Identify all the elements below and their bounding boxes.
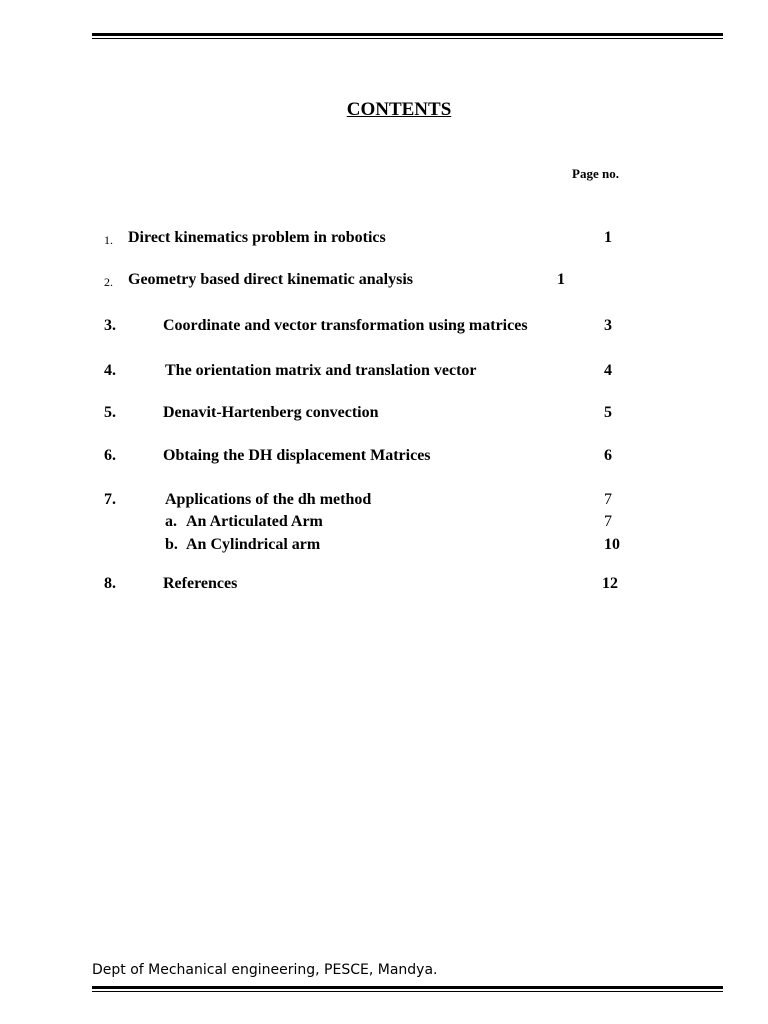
entry-page: 1 [557,271,565,288]
entry-number: 4. [104,362,116,379]
entry-page: 6 [604,447,612,464]
footer-rule [92,986,723,992]
entry-number: 6. [104,447,116,464]
entry-number: 3. [104,317,116,334]
entry-title: The orientation matrix and translation vector [165,362,477,379]
subentry-page: 7 [604,513,612,530]
entry-title: Applications of the dh method [165,491,372,508]
subentry-title: An Articulated Arm [186,513,323,530]
header-rule [92,33,723,39]
entry-page: 4 [604,362,612,379]
entry-number: 1. [104,233,113,247]
entry-title: Obtaing the DH displacement Matrices [163,447,431,464]
subentry-page: 10 [604,536,620,553]
entry-title: References [163,575,238,592]
subentry-letter: a. [165,513,177,530]
footer-text: Dept of Mechanical engineering, PESCE, Mandya. [92,962,438,978]
page-title: CONTENTS [346,99,452,120]
subentry-title: An Cylindrical arm [186,536,321,553]
subentry-letter: b. [165,536,178,553]
entry-page: 5 [604,404,612,421]
entry-number: 2. [104,275,113,289]
entry-number: 5. [104,404,116,421]
entry-title: Denavit-Hartenberg convection [163,404,379,421]
entry-title: Direct kinematics problem in robotics [128,229,386,246]
entry-title: Coordinate and vector transformation using matrices [163,317,528,334]
entry-number: 8. [104,575,116,592]
entry-page: 3 [604,317,612,334]
entry-number: 7. [104,491,116,508]
entry-page: 12 [602,575,618,592]
entry-title: Geometry based direct kinematic analysis [128,271,414,288]
page-no-label: Page no. [572,166,619,181]
entry-page: 1 [604,229,612,246]
entry-page: 7 [604,491,612,508]
